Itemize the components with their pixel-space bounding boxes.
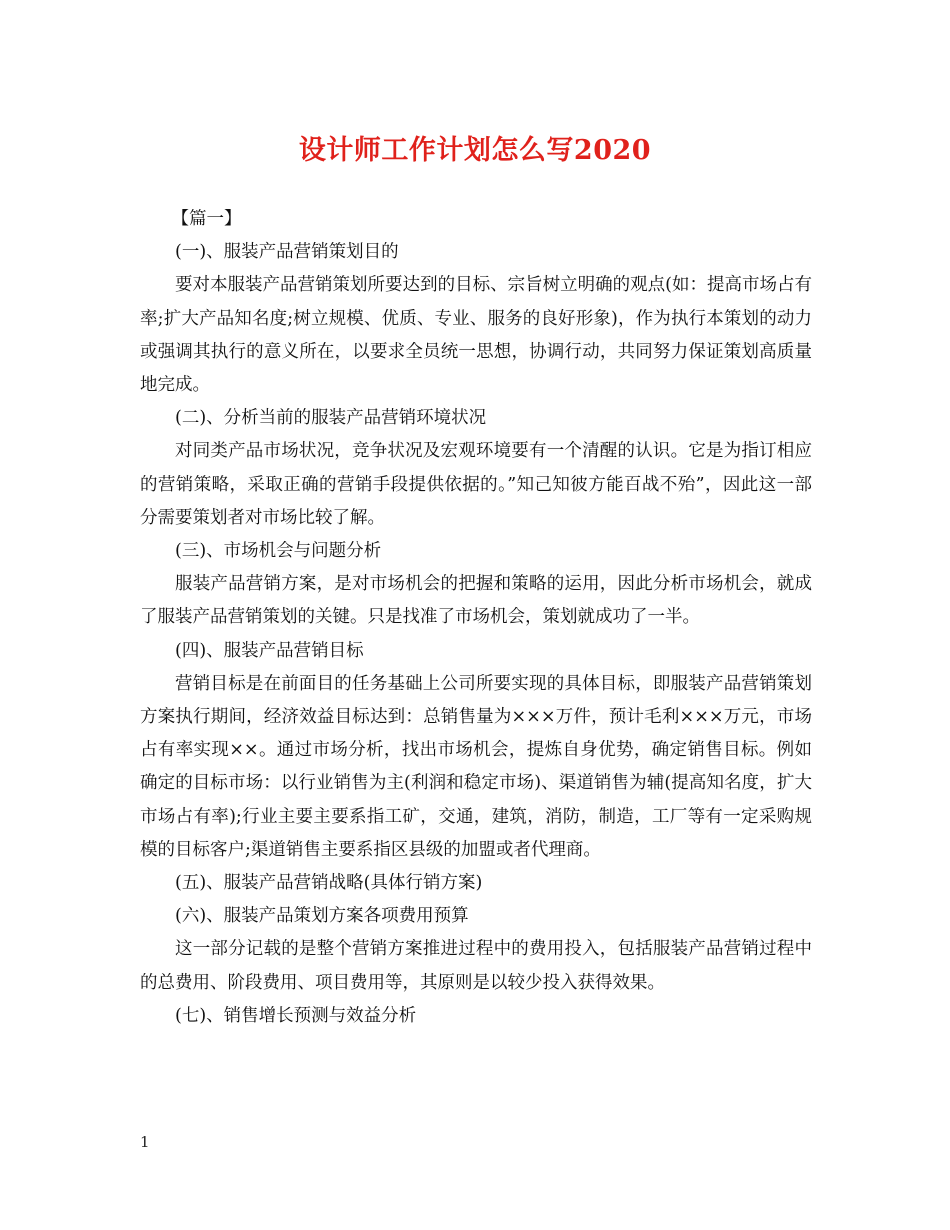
body-paragraph: 这一部分记载的是整个营销方案推进过程中的费用投入，包括服装产品营销过程中的总费用、阶段费用、项目费用等，其原则是以较少投入获得效果。	[140, 939, 812, 993]
body-paragraph: 服装产品营销方案，是对市场机会的把握和策略的运用，因此分析市场机会，就成了服装产品营销策划的关键。只是找准了市场机会，策划就成功了一半。	[140, 574, 812, 628]
section-heading: (一)、服装产品营销策划目的	[175, 242, 399, 263]
body-paragraph: 对同类产品市场状况，竞争状况及宏观环境要有一个清醒的认识。它是为指订相应的营销策略，采取正确的营销手段提供依据的。”知己知彼方能百战不殆”，因此这一部分需要策划者对市场比较了解。	[140, 441, 812, 528]
section-heading: (四)、服装产品营销目标	[175, 640, 364, 661]
section-heading: (五)、服装产品营销战略(具体行销方案)	[175, 873, 483, 894]
section-heading-part-one: 【篇一】	[171, 209, 242, 229]
section-heading: (七)、销售增长预测与效益分析	[175, 1005, 417, 1026]
section-heading: (三)、市场机会与问题分析	[175, 541, 382, 562]
page-number: 1	[140, 1133, 150, 1151]
section-heading: (二)、分析当前的服装产品营销环境状况	[175, 408, 487, 429]
document-title: 设计师工作计划怎么写2020	[298, 135, 652, 166]
body-paragraph: 营销目标是在前面目的任务基础上公司所要实现的具体目标，即服装产品营销策划方案执行期间，经济效益目标达到：总销售量为×××万件，预计毛利×××万元，市场占有率实现××。通过市场分析，找出市场机会，提炼自身优势，确定销售目标。例如确定的目标市场：以行业销售为主(利润和稳定市场)、渠道销售为辅(提高知名度，扩大市场占有率);行业主要主要系指工矿，交通，建筑，消防，制造，工厂等有一定采购规模的目标客户;渠道销售主要系指区县级的加盟或者代理商。	[140, 673, 812, 860]
body-paragraph: 要对本服装产品营销策划所要达到的目标、宗旨树立明确的观点(如：提高市场占有率;扩大产品知名度;树立规模、优质、专业、服务的良好形象)，作为执行本策划的动力或强调其执行的意义所在，以要求全员统一思想，协调行动，共同努力保证策划高质量地完成。	[140, 275, 812, 396]
document-body	[140, 203, 812, 1033]
section-heading: (六)、服装产品策划方案各项费用预算	[175, 906, 469, 927]
